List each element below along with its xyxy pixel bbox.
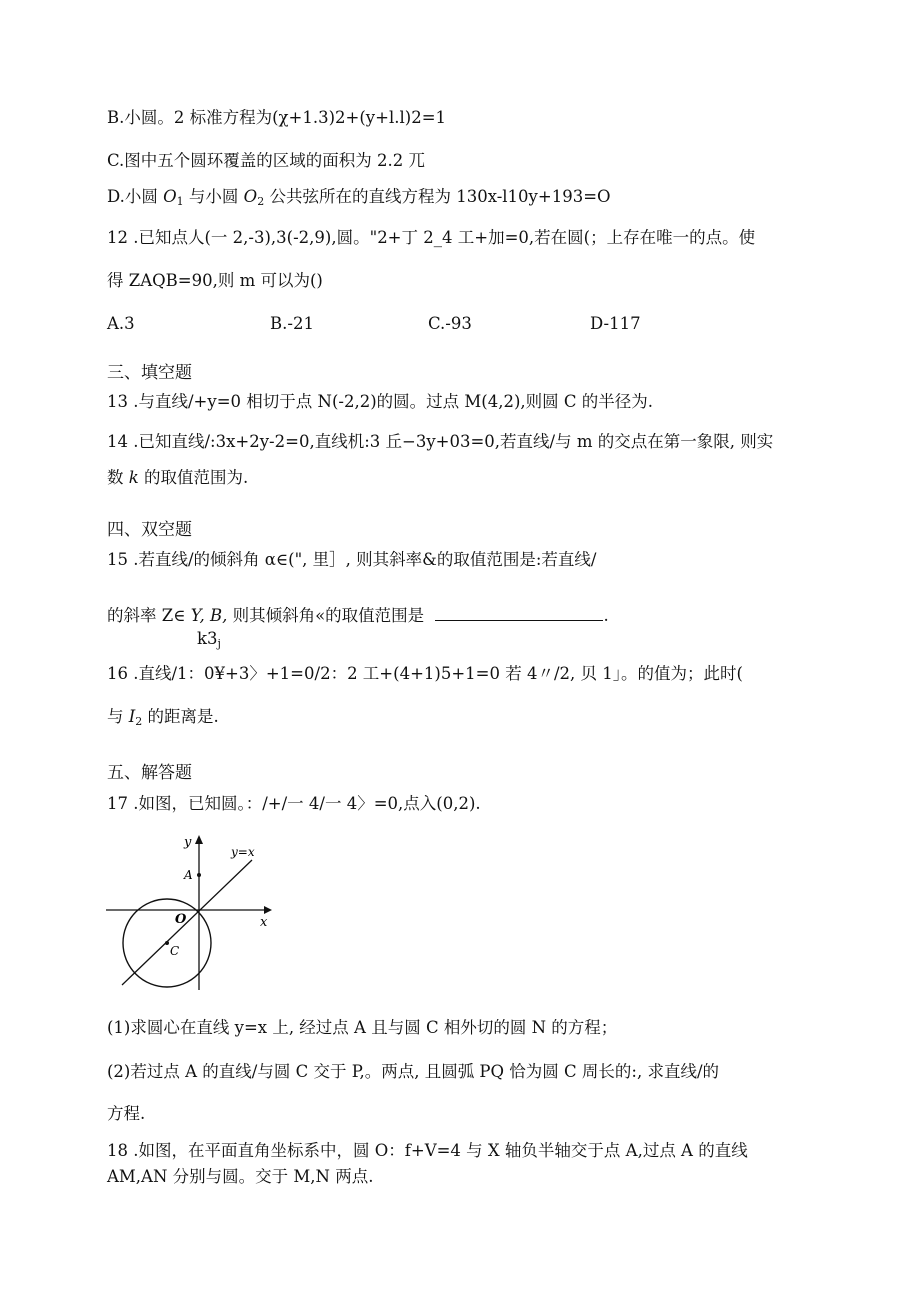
- q11-option-d-suffix: 公共弦所在的直线方程为 130x-l10y+193=O: [269, 187, 611, 206]
- q12-option-a: A.3: [107, 314, 135, 333]
- section-3-heading: 三、填空题: [107, 363, 192, 383]
- q17-part1: (1)求圆心在直线 y=x 上, 经过点 A 且与圆 C 相外切的圆 N 的方程；: [107, 1018, 618, 1037]
- q14-stem-line2: [107, 467, 248, 489]
- q15-yb: Y, B,: [190, 606, 228, 625]
- label-line: y=x: [231, 845, 255, 859]
- q12-option-c: C.-93: [428, 314, 472, 333]
- q11-option-d-prefix: D.小圆: [107, 187, 158, 206]
- q14-prefix: 数: [107, 468, 124, 487]
- y-axis-arrow: [195, 835, 203, 844]
- section-5-heading: 五、解答题: [107, 763, 192, 783]
- q12-stem-line1: 12 .已知点人(一 2,-3),3(-2,9),圆。"2+丁 2_4 工+加=0,若在圆(；上存在唯一的点。使: [107, 228, 756, 247]
- q14-suffix: 的取值范围为.: [144, 468, 249, 487]
- q11-o1-sub: 1: [176, 195, 184, 208]
- label-o: O: [175, 912, 187, 927]
- q13-stem: 13 .与直线/+y=0 相切于点 N(-2,2)的圆。过点 M(4,2),则圆 C 的半径为.: [107, 392, 653, 411]
- q16-stem-line2: [107, 706, 219, 733]
- q15-prefix: 的斜率 Z∈: [107, 606, 186, 625]
- point-c: [165, 941, 169, 945]
- q15-k3-sub: j: [217, 637, 221, 650]
- q12-stem-line2: 得 ZAQB=90,则 m 可以为(): [107, 271, 323, 290]
- label-x: x: [260, 915, 268, 930]
- q16-l: I: [128, 707, 136, 726]
- q16-l-sub: 2: [135, 715, 143, 728]
- x-axis-arrow: [264, 906, 272, 914]
- label-y: y: [184, 835, 192, 850]
- label-c: C: [170, 944, 180, 958]
- q17-figure: [104, 830, 280, 990]
- q16-prefix: 与: [107, 707, 124, 726]
- q11-option-c: C.图中五个圆环覆盖的区域的面积为 2.2 兀: [107, 151, 426, 170]
- q16-suffix: 的距离是.: [147, 707, 219, 726]
- q18-stem-line1: 18 .如图，在平面直角坐标系中，圆 O：f+V=4 与 X 轴负半轴交于点 A,过点 A 的直线: [107, 1141, 748, 1160]
- q15-k3: k3: [197, 629, 218, 648]
- q17-part2-cont: 方程.: [107, 1104, 146, 1123]
- point-a: [197, 873, 201, 877]
- q11-option-d: [107, 186, 611, 213]
- q16-stem-line1: 16 .直线/1：0¥+3〉+1=0/2：2 工+(4+1)5+1=0 若 4〃/2, 贝 1」。的值为；此时(: [107, 664, 743, 683]
- q15-fraction-label: [197, 628, 221, 655]
- q15-stem-line2: [107, 605, 609, 627]
- q14-k: k: [128, 468, 139, 487]
- q11-o2: O: [243, 187, 258, 206]
- q17-stem: 17 .如图，已知圆。：/+/一 4/一 4〉=0,点入(0,2).: [107, 794, 481, 813]
- q11-o1: O: [163, 187, 177, 206]
- section-4-heading: 四、双空题: [107, 520, 192, 540]
- q18-stem-line2: AM,AN 分别与圆。交于 M,N 两点.: [107, 1167, 374, 1186]
- q14-stem-line1: 14 .已知直线/:3x+2y-2=0,直线机:3 丘−3y+03=0,若直线/与 m 的交点在第一象限, 则实: [107, 432, 774, 451]
- q11-option-b: B.小圆。2 标准方程为(χ+1.3)2+(y+l.l)2=1: [107, 108, 447, 127]
- q11-option-d-mid: 与小圆: [188, 187, 239, 206]
- q12-option-b: B.-21: [270, 314, 314, 333]
- q11-o2-sub: 2: [257, 195, 265, 208]
- q15-stem-line1: 15 .若直线/的倾斜角 α∈(", 里］, 则其斜率&的取值范围是:若直线/: [107, 550, 597, 569]
- q15-mid: 则其倾斜角«的取值范围是: [232, 606, 425, 625]
- q17-part2: (2)若过点 A 的直线/与圆 C 交于 P,。两点, 且圆弧 PQ 恰为圆 C 周长的:, 求直线/的: [107, 1062, 720, 1081]
- q15-answer-blank: [435, 606, 603, 621]
- q15-end: .: [603, 606, 609, 625]
- label-a: A: [184, 868, 193, 882]
- q12-option-d: D-117: [590, 314, 641, 333]
